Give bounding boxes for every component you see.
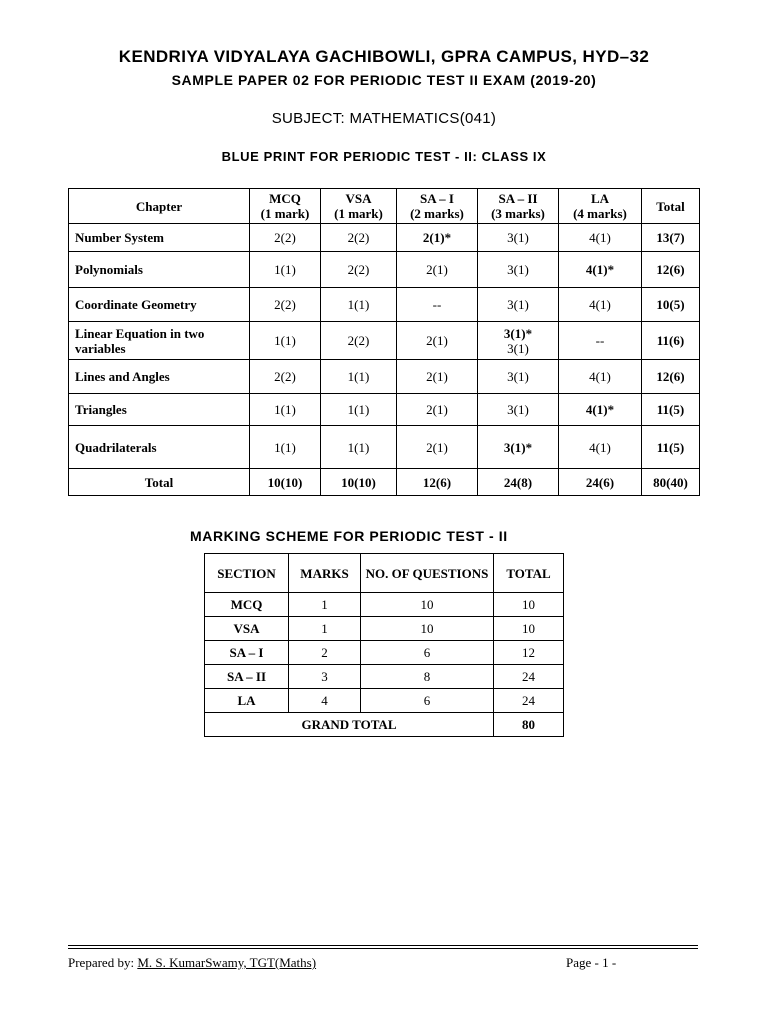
blueprint-total-row	[69, 469, 700, 496]
chapter-cell: Coordinate Geometry	[69, 288, 250, 322]
chapter-cell: Number System	[69, 224, 250, 252]
author-name: M. S. KumarSwamy, TGT(Maths)	[137, 955, 317, 970]
sa2-cell: 3(1)	[478, 224, 559, 252]
sa2-total: 24(8)	[478, 469, 559, 496]
marks-cell: 1	[289, 617, 361, 641]
table-row	[205, 593, 564, 617]
table-row	[205, 617, 564, 641]
grand-total-cell: 80(40)	[642, 469, 700, 496]
marking-scheme-table	[204, 553, 564, 737]
sa1-cell: 2(1)*	[397, 224, 478, 252]
col-header-vsa: VSA (1 mark)	[321, 189, 397, 224]
mcq-cell: 1(1)	[250, 322, 321, 360]
la-cell: 4(1)	[559, 288, 642, 322]
vsa-cell: 2(2)	[321, 224, 397, 252]
la-cell: 4(1)*	[559, 252, 642, 288]
chapter-cell: Triangles	[69, 394, 250, 426]
mcq-cell: 2(2)	[250, 360, 321, 394]
sa1-cell: 2(1)	[397, 252, 478, 288]
section-cell: SA – I	[205, 641, 289, 665]
mcq-cell: 2(2)	[250, 224, 321, 252]
sa2-cell: 3(1)	[478, 288, 559, 322]
page-number: Page - 1 -	[566, 955, 617, 970]
la-cell: 4(1)	[559, 360, 642, 394]
grand-total-row	[205, 713, 564, 737]
la-cell: 4(1)	[559, 224, 642, 252]
mcq-total: 10(10)	[250, 469, 321, 496]
col-header-questions: NO. OF QUESTIONS	[361, 554, 494, 593]
sa1-cell: 2(1)	[397, 360, 478, 394]
grand-total-label: GRAND TOTAL	[205, 713, 494, 737]
vsa-cell: 1(1)	[321, 288, 397, 322]
col-header-marks: MARKS	[289, 554, 361, 593]
col-header-la: LA (4 marks)	[559, 189, 642, 224]
chapter-cell: Polynomials	[69, 252, 250, 288]
vsa-cell: 2(2)	[321, 322, 397, 360]
questions-cell: 10	[361, 593, 494, 617]
questions-cell: 8	[361, 665, 494, 689]
col-header-mcq: MCQ (1 mark)	[250, 189, 321, 224]
marks-cell: 4	[289, 689, 361, 713]
la-cell: --	[559, 322, 642, 360]
vsa-cell: 1(1)	[321, 360, 397, 394]
sa2-cell: 3(1)	[478, 252, 559, 288]
paper-title: SAMPLE PAPER 02 FOR PERIODIC TEST II EXAM (2019-20)	[171, 72, 597, 88]
footer-rule-top	[68, 945, 698, 946]
total-cell: 24	[494, 665, 564, 689]
marks-cell: 2	[289, 641, 361, 665]
sa1-cell: 2(1)	[397, 426, 478, 469]
total-cell: 12	[494, 641, 564, 665]
sa1-cell: 2(1)	[397, 394, 478, 426]
la-cell: 4(1)*	[559, 394, 642, 426]
col-header-sa1: SA – I (2 marks)	[397, 189, 478, 224]
table-row	[205, 641, 564, 665]
sa1-cell: 2(1)	[397, 322, 478, 360]
table-row	[69, 322, 700, 360]
prepared-label: Prepared by:	[68, 955, 135, 970]
la-cell: 4(1)	[559, 426, 642, 469]
total-cell: 24	[494, 689, 564, 713]
table-row	[69, 426, 700, 469]
total-cell: 11(5)	[642, 394, 700, 426]
sa2-cell: 3(1)	[478, 394, 559, 426]
table-row	[69, 224, 700, 252]
blueprint-title: BLUE PRINT FOR PERIODIC TEST - II: CLASS IX	[221, 149, 547, 164]
marks-cell: 1	[289, 593, 361, 617]
sa1-cell: --	[397, 288, 478, 322]
mcq-cell: 1(1)	[250, 394, 321, 426]
section-cell: SA – II	[205, 665, 289, 689]
subject-line: SUBJECT: MATHEMATICS(041)	[271, 110, 497, 127]
school-title: KENDRIYA VIDYALAYA GACHIBOWLI, GPRA CAMPUS, HYD–32	[118, 47, 650, 66]
total-cell: 13(7)	[642, 224, 700, 252]
vsa-total: 10(10)	[321, 469, 397, 496]
mcq-cell: 1(1)	[250, 252, 321, 288]
sa2-cell: 3(1)* 3(1)	[478, 322, 559, 360]
marking-scheme-title: MARKING SCHEME FOR PERIODIC TEST - II	[190, 528, 508, 544]
table-row	[205, 689, 564, 713]
questions-cell: 6	[361, 689, 494, 713]
chapter-cell: Linear Equation in two variables	[69, 322, 250, 360]
col-header-chapter: Chapter	[69, 189, 250, 224]
section-cell: MCQ	[205, 593, 289, 617]
footer-prepared-by	[68, 955, 316, 971]
table-row	[69, 360, 700, 394]
col-header-section: SECTION	[205, 554, 289, 593]
section-cell: LA	[205, 689, 289, 713]
vsa-cell: 2(2)	[321, 252, 397, 288]
col-header-total: TOTAL	[494, 554, 564, 593]
chapter-cell: Lines and Angles	[69, 360, 250, 394]
total-cell: 10	[494, 617, 564, 641]
col-header-sa2: SA – II (3 marks)	[478, 189, 559, 224]
grand-total-value: 80	[494, 713, 564, 737]
table-row	[69, 394, 700, 426]
table-row	[69, 288, 700, 322]
total-cell: 10	[494, 593, 564, 617]
blueprint-table	[68, 188, 700, 496]
table-row	[205, 665, 564, 689]
vsa-cell: 1(1)	[321, 394, 397, 426]
marking-header-row	[205, 554, 564, 593]
col-header-total: Total	[642, 189, 700, 224]
vsa-cell: 1(1)	[321, 426, 397, 469]
total-cell: 12(6)	[642, 252, 700, 288]
chapter-cell: Quadrilaterals	[69, 426, 250, 469]
sa2-cell: 3(1)*	[478, 426, 559, 469]
marks-cell: 3	[289, 665, 361, 689]
mcq-cell: 1(1)	[250, 426, 321, 469]
total-cell: 11(6)	[642, 322, 700, 360]
blueprint-header-row	[69, 189, 700, 224]
la-total: 24(6)	[559, 469, 642, 496]
section-cell: VSA	[205, 617, 289, 641]
total-cell: 11(5)	[642, 426, 700, 469]
total-label: Total	[69, 469, 250, 496]
total-cell: 10(5)	[642, 288, 700, 322]
questions-cell: 6	[361, 641, 494, 665]
total-cell: 12(6)	[642, 360, 700, 394]
mcq-cell: 2(2)	[250, 288, 321, 322]
questions-cell: 10	[361, 617, 494, 641]
sa1-total: 12(6)	[397, 469, 478, 496]
footer-rule-bottom	[68, 948, 698, 949]
table-row	[69, 252, 700, 288]
sa2-cell: 3(1)	[478, 360, 559, 394]
